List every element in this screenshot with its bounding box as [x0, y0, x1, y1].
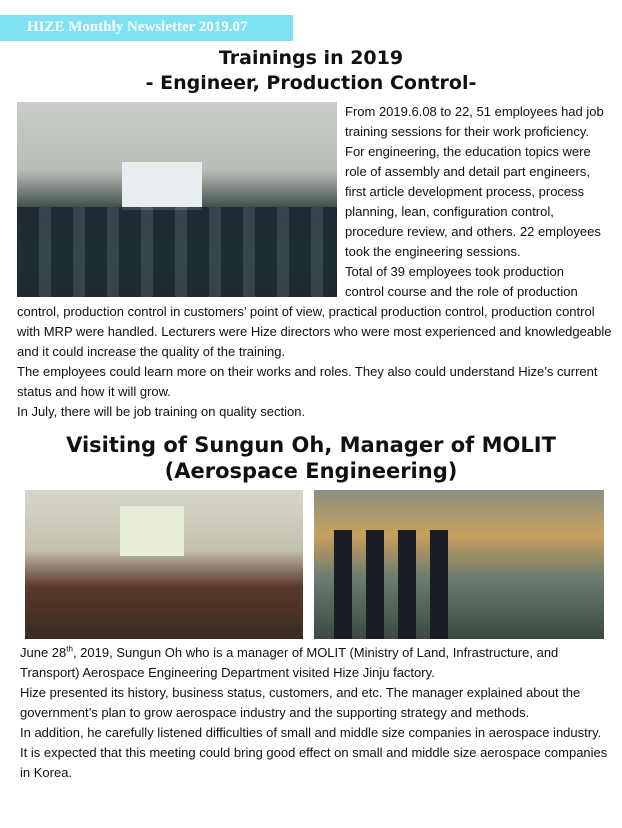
paragraph: From 2019.6.08 to 22, 51 employees had job training sessions for their work proficiency. — [345, 104, 604, 139]
paragraph: For engineering, the education topics were role of assembly and detail part engineers, first article development process, process planning, lean, configuration control, procedure review, and others. 22 employees took the engineering sessions. — [345, 144, 601, 259]
banner-text: HIZE Monthly Newsletter 2019.07 — [27, 19, 248, 35]
article1-title: Trainings in 2019 — [218, 47, 404, 69]
paragraph: In July, there will be job training on quality section. — [17, 404, 306, 419]
factory-visit-photo — [314, 490, 604, 639]
article2-body — [20, 643, 614, 791]
article2-photos — [25, 490, 622, 639]
paragraph: Total of 39 employees took production — [345, 264, 564, 279]
article2-subtitle: (Aerospace Engineering) — [164, 459, 458, 483]
paragraph: It is expected that this meeting could bring good effect on small and middle size aerospace companies in Korea. — [20, 745, 608, 780]
meeting-room-photo — [25, 490, 303, 639]
paragraph: Hize presented its history, business status, customers, and etc. The manager explained about the government’s plan to grow aerospace industry and the supporting strategy and methods. — [20, 685, 581, 720]
paragraph: The employees could learn more on their works and roles. They also could understand Hize’s current status and how it will grow. — [17, 364, 598, 399]
text: June 28 — [20, 645, 67, 660]
paragraph — [20, 643, 614, 683]
superscript: th — [66, 644, 73, 654]
paragraph: control course and the role of production control, production control in customers’ point of view, practical production control, production control with MRP were handled. Lecturers were Hize directors who were most experienced and knowledgeable and it could increase the quality of the training. — [17, 284, 612, 359]
paragraph: In addition, he carefully listened difficulties of small and middle size companies in aerospace industry. — [20, 725, 602, 740]
training-classroom-photo — [17, 102, 337, 297]
text: , 2019, Sungun Oh who is a manager of MOLIT (Ministry of Land, Infrastructure, and Transport) Aerospace Engineering Department visited Hize Jinju factory. — [20, 645, 559, 680]
article1-text — [17, 102, 614, 422]
article2-title: Visiting of Sungun Oh, Manager of MOLIT — [66, 433, 556, 457]
article1-subtitle: - Engineer, Production Control- — [145, 72, 477, 94]
